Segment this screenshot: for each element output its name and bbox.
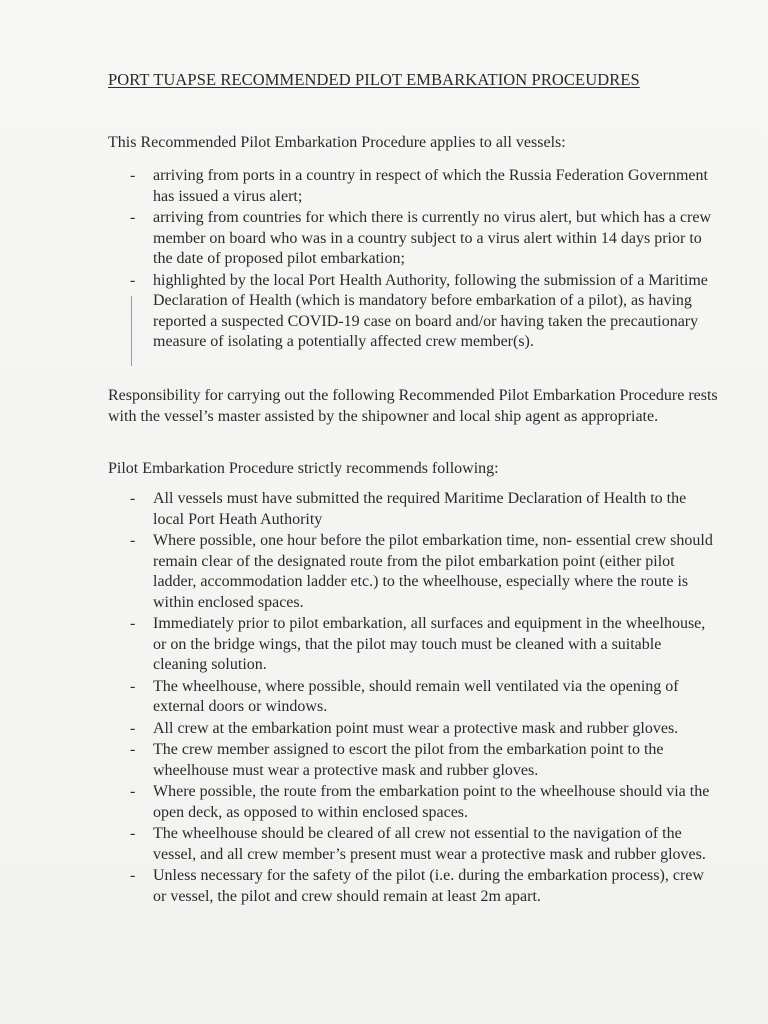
list-item-text: The crew member assigned to escort the pilot from the embarkation point to the wheelhouse must wear a protective mask and rubber gloves. — [153, 741, 664, 779]
margin-mark — [131, 296, 132, 366]
bullet-dash: - — [130, 271, 136, 289]
list-item — [108, 271, 718, 353]
list-item-text: Unless necessary for the safety of the pilot (i.e. during the embarkation process), crew or vessel, the pilot and crew should remain at least 2m apart. — [153, 867, 704, 905]
list-item — [108, 782, 718, 823]
list-item — [108, 489, 718, 530]
list-item-text: Immediately prior to pilot embarkation, all surfaces and equipment in the wheelhouse, or on the bridge wings, that the pilot may touch must be cleaned with a suitable cleaning solution. — [153, 615, 706, 673]
page-title: PORT TUAPSE RECOMMENDED PILOT EMBARKATION PROCEUDRES — [108, 70, 640, 89]
list-item-text: All vessels must have submitted the required Maritime Declaration of Health to the local Port Heath Authority — [153, 490, 687, 528]
list-item — [108, 166, 718, 207]
bullet-dash: - — [130, 719, 136, 737]
list-item-text: highlighted by the local Port Health Authority, following the submission of a Maritime Declaration of Health (which is mandatory before embarkation of a pilot), as having reported a suspected COVID-19 case on board and/or having taken the precautionary measure of isolating a potentially affected crew member(s). — [153, 271, 708, 350]
bullet-dash: - — [130, 677, 136, 695]
bullet-dash: - — [130, 825, 136, 842]
list-item — [108, 740, 718, 781]
procedure-intro: Pilot Embarkation Procedure strictly recommends following: — [108, 460, 499, 477]
bullet-dash: - — [130, 615, 136, 632]
intro-paragraph: This Recommended Pilot Embarkation Procedure applies to all vessels: — [108, 134, 566, 151]
bullet-dash: - — [130, 532, 136, 549]
vessels-list — [108, 166, 718, 354]
list-item — [108, 719, 718, 740]
list-item — [108, 531, 718, 613]
bullet-dash: - — [130, 741, 136, 758]
procedure-list — [108, 489, 718, 908]
list-item-text: arriving from countries for which there is currently no virus alert, but which has a crew member on board who was in a country subject to a virus alert within 14 days prior to the date of proposed pilot embarkation; — [153, 209, 712, 267]
list-item-text: arriving from ports in a country in respect of which the Russia Federation Government has issued a virus alert; — [153, 167, 708, 205]
list-item — [108, 866, 718, 907]
list-item-text: All crew at the embarkation point must wear a protective mask and rubber gloves. — [153, 719, 679, 737]
bullet-dash: - — [130, 867, 136, 884]
bullet-dash: - — [130, 209, 136, 226]
list-item — [108, 677, 718, 718]
list-item-text: Where possible, the route from the embarkation point to the wheelhouse should via the open deck, as opposed to within enclosed spaces. — [153, 783, 710, 821]
bullet-dash: - — [130, 490, 136, 507]
list-item — [108, 614, 718, 676]
list-item-text: The wheelhouse should be cleared of all crew not essential to the navigation of the vessel, and all crew member’s present must wear a protective mask and rubber gloves. — [153, 825, 706, 863]
list-item — [108, 824, 718, 865]
responsibility-paragraph: Responsibility for carrying out the following Recommended Pilot Embarkation Procedure rests with the vessel’s master assisted by the shipowner and local ship agent as appropriate. — [108, 387, 718, 425]
list-item-text: Where possible, one hour before the pilot embarkation time, non- essential crew should remain clear of the designated route from the pilot embarkation point (either pilot ladder, accommodation ladder etc.) to the wheelhouse, especially where the route is within enclosed spaces. — [153, 532, 713, 611]
bullet-dash: - — [130, 783, 136, 800]
list-item-text: The wheelhouse, where possible, should remain well ventilated via the opening of external doors or windows. — [153, 677, 679, 715]
list-item — [108, 208, 718, 270]
bullet-dash: - — [130, 167, 136, 184]
